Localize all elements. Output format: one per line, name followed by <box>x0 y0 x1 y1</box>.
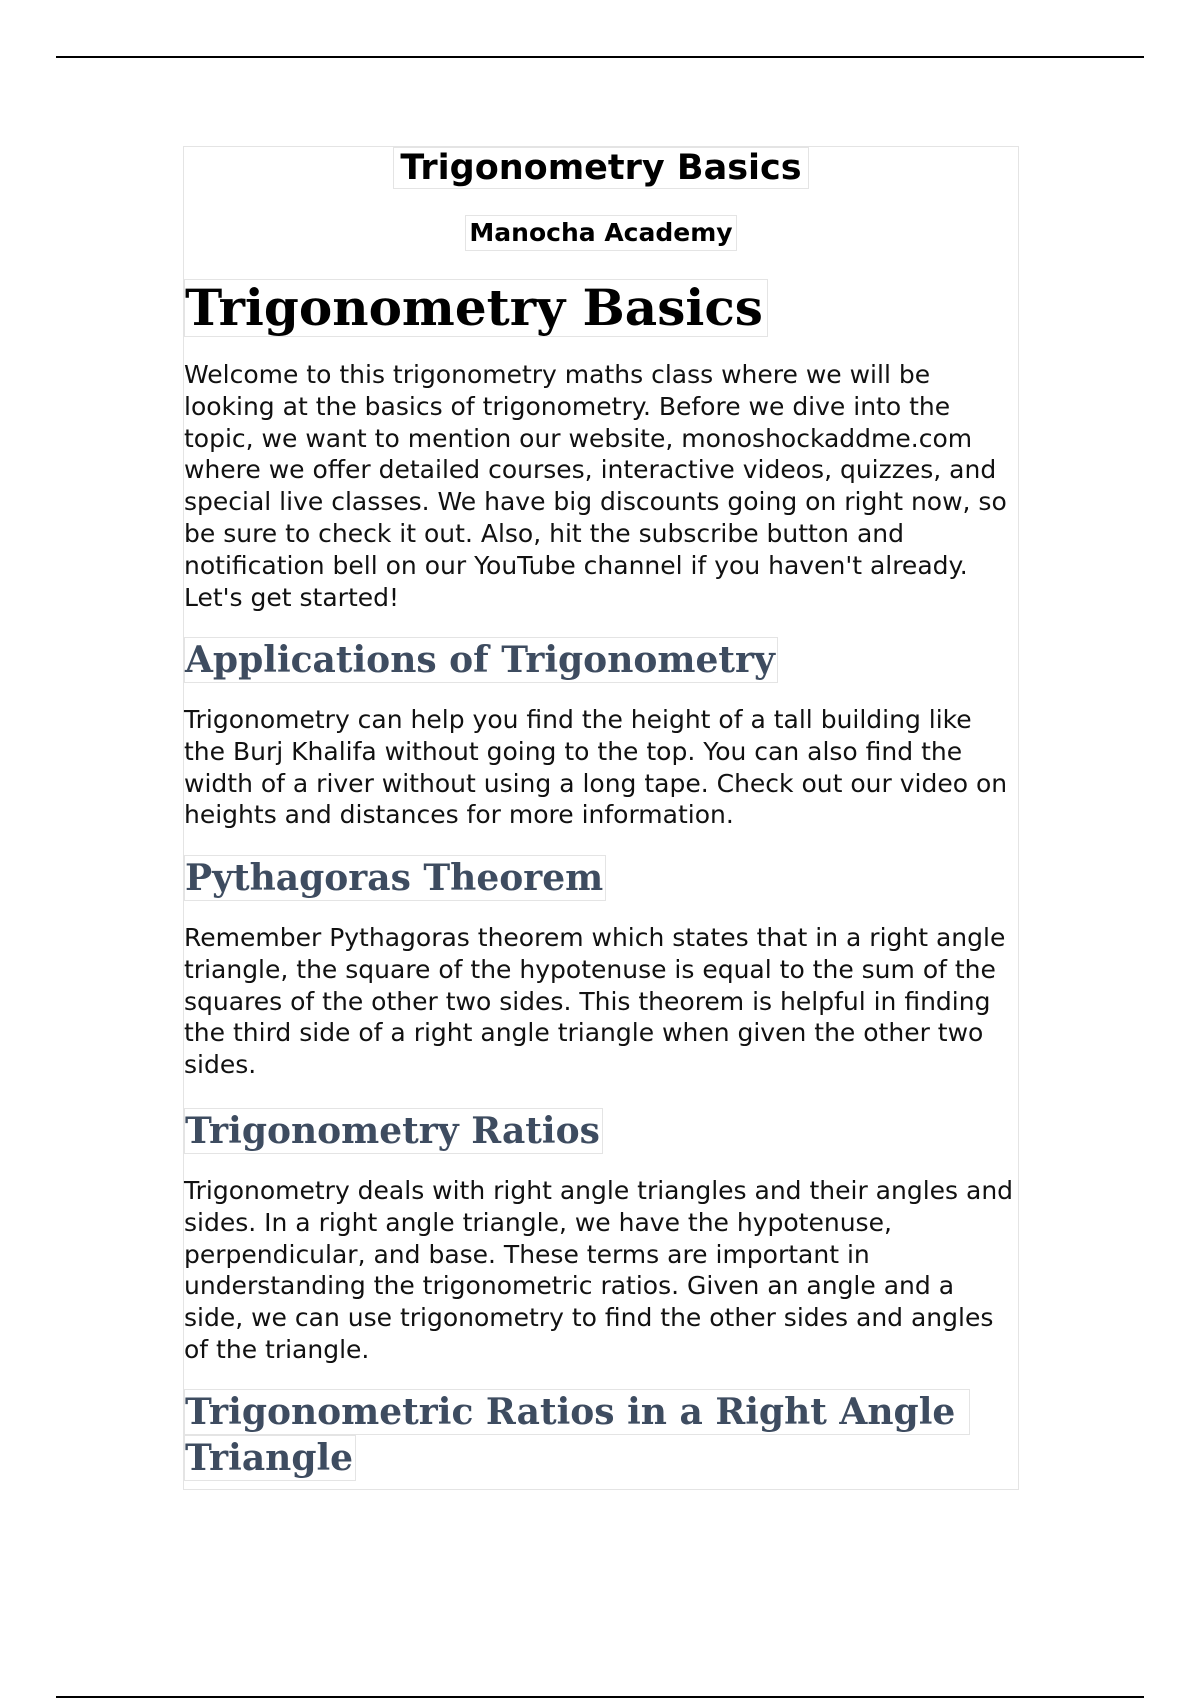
section-heading-ratios: Trigonometry Ratios <box>184 1108 603 1154</box>
section-body-pythagoras: Remember Pythagoras theorem which states that in a right angle triangle, the square of the hypotenuse is equal to the sum of the squares of the other two sides. This theorem is helpful in finding the third side of a right angle triangle when given the other two sides. <box>184 923 1006 1080</box>
bottom-rule <box>56 1696 1144 1698</box>
document-title <box>184 147 1018 189</box>
section-heading-right-angle-ratios-line1: Trigonometric Ratios in a Right Angle <box>184 1389 970 1435</box>
intro-paragraph: Welcome to this trigonometry maths class where we will be looking at the basics of trigonometry. Before we dive into the topic, we want to mention our website, monoshockaddme.com where we offer detailed courses, interactive videos, quizzes, and special live classes. We have big discounts going on right now, so be sure to check it out. Also, hit the subscribe button and notification bell on our YouTube channel if you haven't already. Let's get started! <box>184 360 1007 612</box>
top-rule <box>56 56 1144 58</box>
main-heading: Trigonometry Basics <box>184 279 768 337</box>
section-heading-applications: Applications of Trigonometry <box>184 637 778 683</box>
section-heading-right-angle-ratios <box>184 1389 984 1481</box>
section-heading-pythagoras: Pythagoras Theorem <box>184 855 606 901</box>
section-heading-right-angle-ratios-line2: Triangle <box>184 1435 356 1481</box>
section-body-applications: Trigonometry can help you find the height of a tall building like the Burj Khalifa without going to the top. You can also find the width of a river without using a long tape. Check out our video on heights and distances for more information. <box>184 705 1008 830</box>
document-title-text: Trigonometry Basics <box>393 147 808 189</box>
document-content <box>183 146 1019 1490</box>
document-subtitle-text: Manocha Academy <box>465 215 736 251</box>
section-body-ratios: Trigonometry deals with right angle triangles and their angles and sides. In a right angle triangle, we have the hypotenuse, perpendicular, and base. These terms are important in understanding the trigonometric ratios. Given an angle and a side, we can use trigonometry to find the other sides and angles of the triangle. <box>184 1176 1014 1364</box>
document-subtitle <box>184 215 1018 251</box>
